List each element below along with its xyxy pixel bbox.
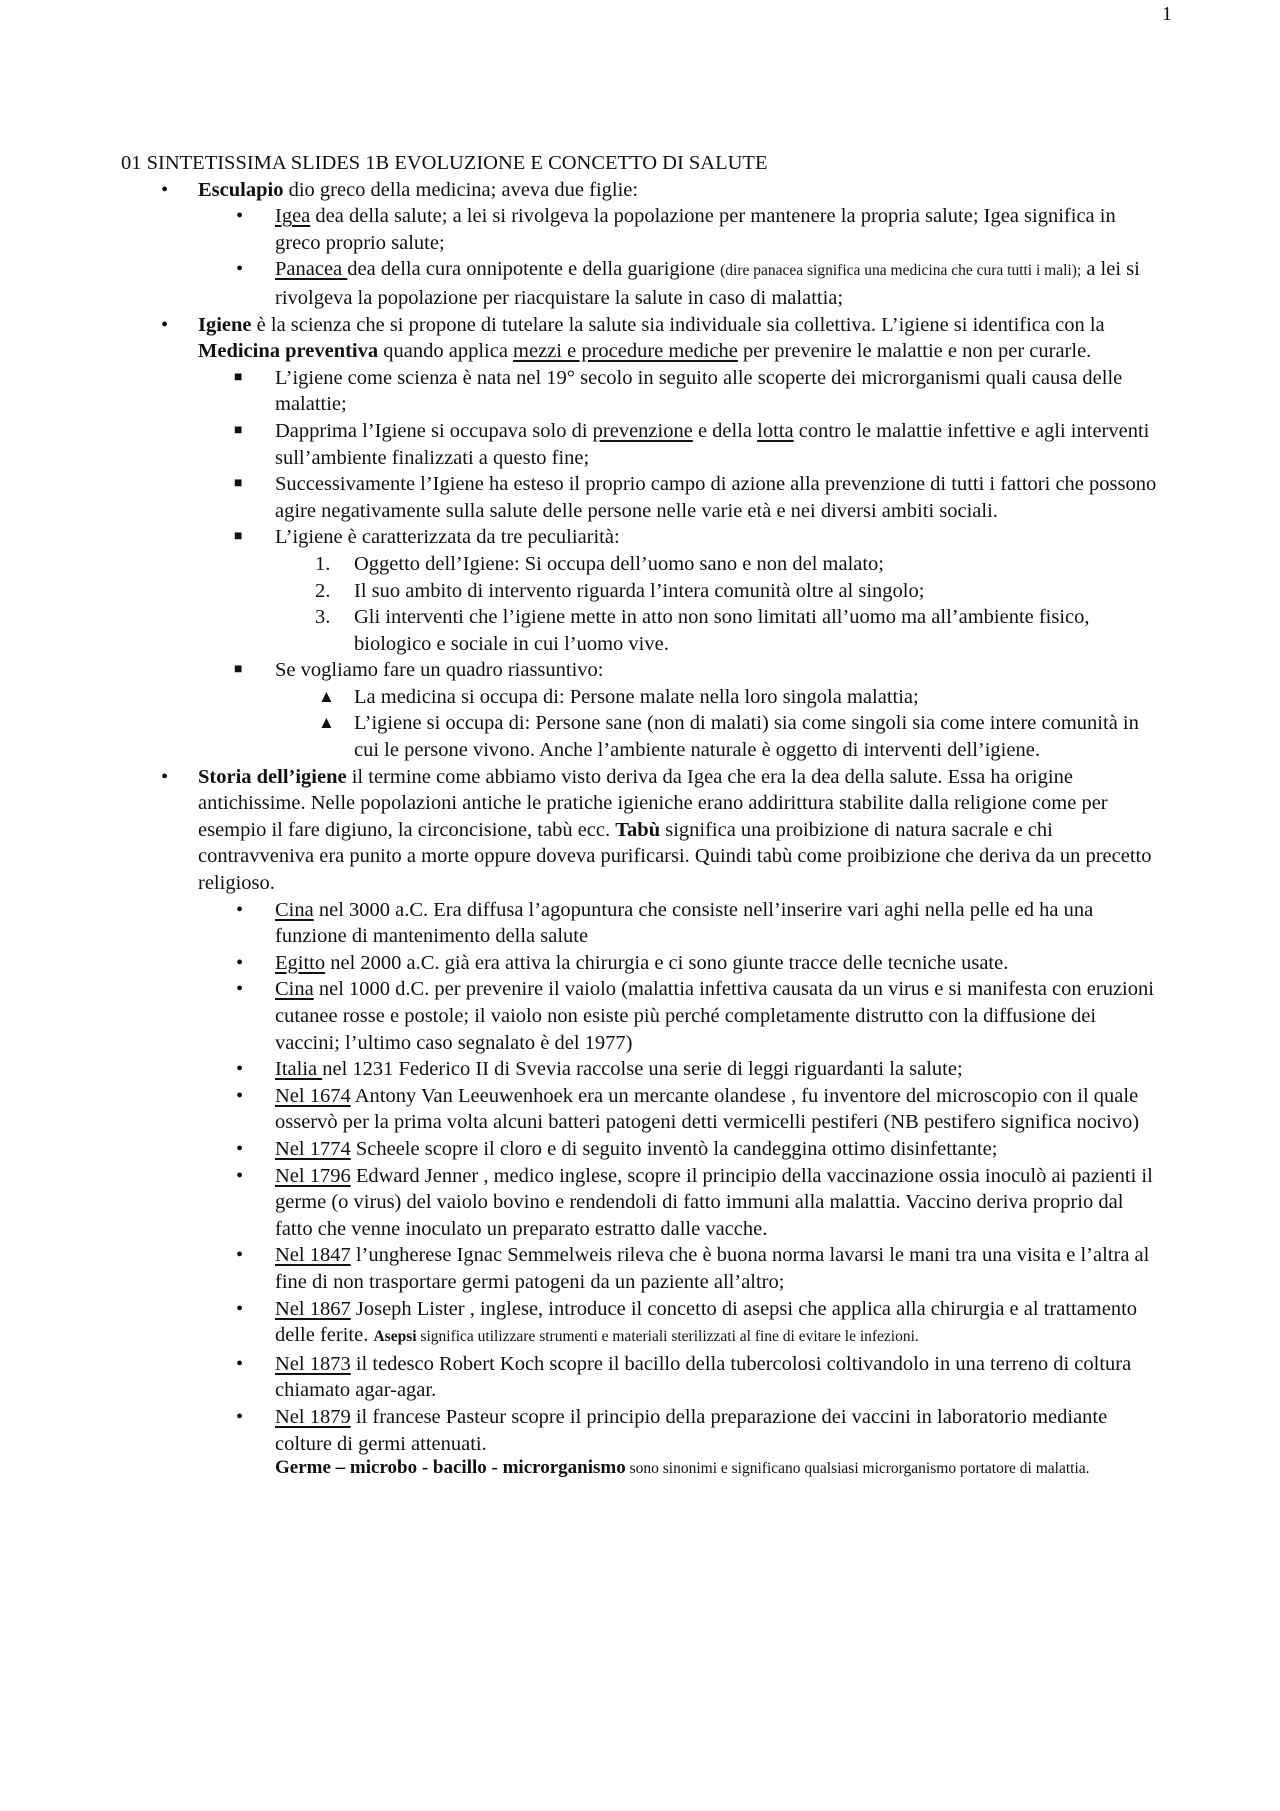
event-key: Nel 1867 (275, 1297, 351, 1320)
list-item (198, 365, 1166, 418)
bullet-triangle-icon: ▲ (318, 713, 335, 733)
list-item (198, 524, 1166, 657)
list-item-igea (198, 203, 1166, 256)
numbered-list-peculiarita (275, 551, 1166, 657)
bullet-square-icon: ■ (234, 476, 243, 492)
text: Il suo ambito di intervento riguarda l’intera comunità oltre al singolo; (354, 579, 925, 602)
list-item-storia (121, 764, 1166, 1480)
bullet-dot-icon: • (236, 898, 244, 921)
text: il francese Pasteur scopre il principio della preparazione dei vaccini in laboratorio mediante colture di germi attenuati. (275, 1405, 1108, 1455)
term-tabu: Tabù (615, 818, 661, 841)
bullet-triangle-icon: ▲ (318, 686, 335, 706)
event-item (198, 950, 1166, 977)
text: Oggetto dell’Igiene: Si occupa dell’uomo sano e non del malato; (354, 552, 885, 575)
term-medicina-preventiva: Medicina preventiva (198, 340, 379, 363)
text: e della (692, 419, 758, 442)
term-igiene: Igiene (198, 313, 252, 336)
note-terms: Germe – microbo - bacillo - microrganismo (275, 1457, 626, 1479)
bullet-dot-icon: • (236, 1137, 244, 1160)
text: Successivamente l’Igiene ha esteso il proprio campo di azione alla prevenzione di tutti i fattori che possono agire negativamente sulla salute delle persone nelle varie età e nei diversi ambiti sociali. (275, 473, 1157, 522)
text: contro le malattie infettive e agli interventi sull’ambiente finalizzati a questo fine; (275, 419, 1150, 469)
note-text: sono sinonimi e significano qualsiasi microrganismo portatore di malattia. (625, 1460, 1090, 1478)
underlined-lotta: lotta (757, 419, 794, 442)
event-item (198, 1163, 1166, 1243)
text: nel 1231 Federico II di Svevia raccolse una serie di leggi riguardanti la salute; (322, 1058, 963, 1081)
event-item (198, 1083, 1166, 1136)
underlined-prevenzione: prevenzione (592, 419, 693, 442)
bullet-dot-icon: • (236, 1164, 244, 1187)
bullet-dot-icon: • (236, 1405, 244, 1428)
list-item (275, 684, 1166, 711)
event-key: Nel 1774 (275, 1137, 351, 1160)
event-key: Cina (275, 978, 314, 1001)
event-key: Nel 1674 (275, 1084, 351, 1107)
list-item-esculapio (121, 177, 1166, 312)
bullet-dot-icon: • (236, 258, 244, 281)
bullet-square-icon: ■ (234, 369, 243, 385)
main-list (121, 177, 1166, 1481)
text: dea della cura onnipotente e della guarigione (347, 258, 721, 281)
term-igea: Igea (275, 205, 311, 228)
event-key: Nel 1796 (275, 1164, 351, 1187)
page-number: 1 (1162, 3, 1172, 25)
text: a lei si rivolgeva la popolazione per riacquistare la salute in caso di malattia; (275, 258, 1140, 309)
text: nel 1000 d.C. per prevenire il vaiolo (malattia infettiva causata da un virus e si manifesta con eruzioni cutanee rosse e postole; il vaiolo non esiste più perché completamente distrutto con la diffusione dei vaccini; l’ultimo caso segnalato è del 1977) (275, 978, 1154, 1054)
small-note: (dire panacea significa una medicina che cura tutti i mali); (720, 262, 1082, 280)
event-key: Cina (275, 898, 314, 921)
event-item (198, 897, 1166, 950)
text: Edward Jenner , medico inglese, scopre il principio della vaccinazione ossia inoculò ai pazienti il germe (o virus) del vaiolo bovino e rendendoli di fatto immuni alla malattia. Vaccino deriva proprio dal fatto che venne inoculato un preparato estratto dalle vacche. (275, 1164, 1153, 1240)
document-body (121, 150, 1166, 1480)
term-panacea: Panacea (275, 258, 348, 281)
text: dea della salute; a lei si rivolgeva la popolazione per mantenere la propria salute; Igea significa in greco proprio salute; (275, 205, 1116, 254)
item-number: 3. (315, 606, 331, 629)
text: Dapprima l’Igiene si occupava solo di (275, 419, 593, 442)
text: è la scienza che si propone di tutelare la salute sia individuale sia collettiva. L’igiene si identifica con la (251, 313, 1105, 336)
text: quando applica (378, 340, 514, 363)
sublist-storia (198, 897, 1166, 1457)
item-number: 1. (315, 552, 331, 575)
event-key: Nel 1847 (275, 1244, 351, 1267)
small-note: significa utilizzare strumenti e materiali sterilizzati al fine di evitare le infezioni. (416, 1328, 919, 1346)
text: L’igiene è caratterizzata da tre peculiarità: (275, 526, 620, 549)
term-asepsi: Asepsi (373, 1328, 417, 1346)
numbered-item (275, 604, 1166, 657)
text: Antony Van Leeuwenhoek era un mercante olandese , fu inventore del microscopio con il quale osservò per la prima volta alcuni batteri patogeni detti vermicelli pestiferi (NB pestifero significa nocivo) (275, 1084, 1140, 1134)
bullet-dot-icon: • (236, 978, 244, 1001)
text: L’igiene si occupa di: Persone sane (non di malati) sia come singoli sia come intere comunità in cui le persone vivono. Anche l’ambiente naturale è oggetto di interventi dell’igiene. (354, 712, 1139, 762)
synonyms-note (198, 1457, 1166, 1480)
event-item (198, 1242, 1166, 1295)
text: L’igiene come scienza è nata nel 19° secolo in seguito alle scoperte dei microrganismi quali causa delle malattie; (275, 366, 1123, 416)
term-storia: Storia dell’igiene (198, 765, 347, 788)
text: Gli interventi che l’igiene mette in atto non sono limitati all’uomo ma all’ambiente fisico, biologico e sociale in cui l’uomo vive. (354, 606, 1090, 655)
event-item (198, 1296, 1166, 1351)
list-item (198, 418, 1166, 471)
event-item (198, 976, 1166, 1056)
text: l’ungherese Ignac Semmelweis rileva che è buona norma lavarsi le mani tra una visita e l’altra al fine di non trasportare germi patogeni da un paziente all’altro; (275, 1244, 1150, 1293)
bullet-dot-icon: • (236, 1352, 244, 1375)
event-key: Nel 1873 (275, 1352, 351, 1375)
text: nel 2000 a.C. già era attiva la chirurgia e ci sono giunte tracce delle tecniche usate. (325, 951, 1009, 974)
text: Scheele scopre il cloro e di seguito inventò la candeggina ottimo disinfettante; (350, 1137, 998, 1160)
event-key: Italia (275, 1058, 323, 1081)
list-item (198, 471, 1166, 524)
bullet-dot-icon: • (236, 205, 244, 228)
list-item (198, 657, 1166, 763)
text: dio greco della medicina; aveva due figlie: (283, 178, 639, 201)
event-item (198, 1351, 1166, 1404)
text: significa una proibizione di natura sacrale e chi contravveniva era punito a morte oppure doveva purificarsi. Quindi tabù come proibizione che deriva da un precetto religioso. (198, 818, 1152, 895)
event-item (198, 1056, 1166, 1083)
text: il tedesco Robert Koch scopre il bacillo della tubercolosi coltivandolo in una terreno di coltura chiamato agar-agar. (275, 1352, 1132, 1402)
event-key: Egitto (275, 951, 326, 974)
list-item-igiene (121, 312, 1166, 764)
bullet-dot-icon: • (236, 1297, 244, 1320)
document-title: 01 SINTETISSIMA SLIDES 1B EVOLUZIONE E CONCETTO DI SALUTE (121, 152, 768, 174)
sublist-igiene (198, 365, 1166, 764)
text: nel 3000 a.C. Era diffusa l’agopuntura che consiste nell’inserire vari aghi nella pelle ed ha una funzione di mantenimento della salute (275, 898, 1094, 948)
numbered-item (275, 551, 1166, 578)
numbered-item (275, 578, 1166, 605)
text: Se vogliamo fare un quadro riassuntivo: (275, 659, 604, 682)
sublist-figlie (198, 203, 1166, 311)
bullet-dot-icon: • (161, 765, 169, 788)
bullet-square-icon: ■ (234, 422, 243, 438)
bullet-dot-icon: • (236, 951, 244, 974)
bullet-square-icon: ■ (234, 529, 243, 545)
list-item-panacea (198, 256, 1166, 311)
event-item (198, 1404, 1166, 1457)
bullet-dot-icon: • (236, 1084, 244, 1107)
event-item (198, 1136, 1166, 1163)
bullet-dot-icon: • (236, 1058, 244, 1081)
event-key: Nel 1879 (275, 1405, 351, 1428)
bullet-square-icon: ■ (234, 662, 243, 678)
bullet-dot-icon: • (161, 178, 169, 201)
item-number: 2. (315, 579, 331, 602)
bullet-dot-icon: • (161, 313, 169, 336)
list-item (275, 710, 1166, 763)
sublist-riassunto (275, 684, 1166, 764)
text: La medicina si occupa di: Persone malate nella loro singola malattia; (354, 685, 919, 708)
text: il termine come abbiamo visto deriva da Igea che era la dea della salute. Essa ha origine antichissime. Nelle popolazioni antiche le pratiche igieniche erano addirittura stabilite dalla religione come per esempio il fare digiuno, la circoncisione, tabù ecc. (198, 765, 1108, 841)
bullet-dot-icon: • (236, 1244, 244, 1267)
text: Joseph Lister , inglese, introduce il concetto di asepsi che applica alla chirurgia e al trattamento delle ferite. (275, 1297, 1138, 1347)
term-esculapio: Esculapio (198, 178, 284, 201)
text: per prevenire le malattie e non per curarle. (737, 340, 1092, 363)
underlined-mezzi: mezzi e procedure mediche (513, 340, 738, 363)
